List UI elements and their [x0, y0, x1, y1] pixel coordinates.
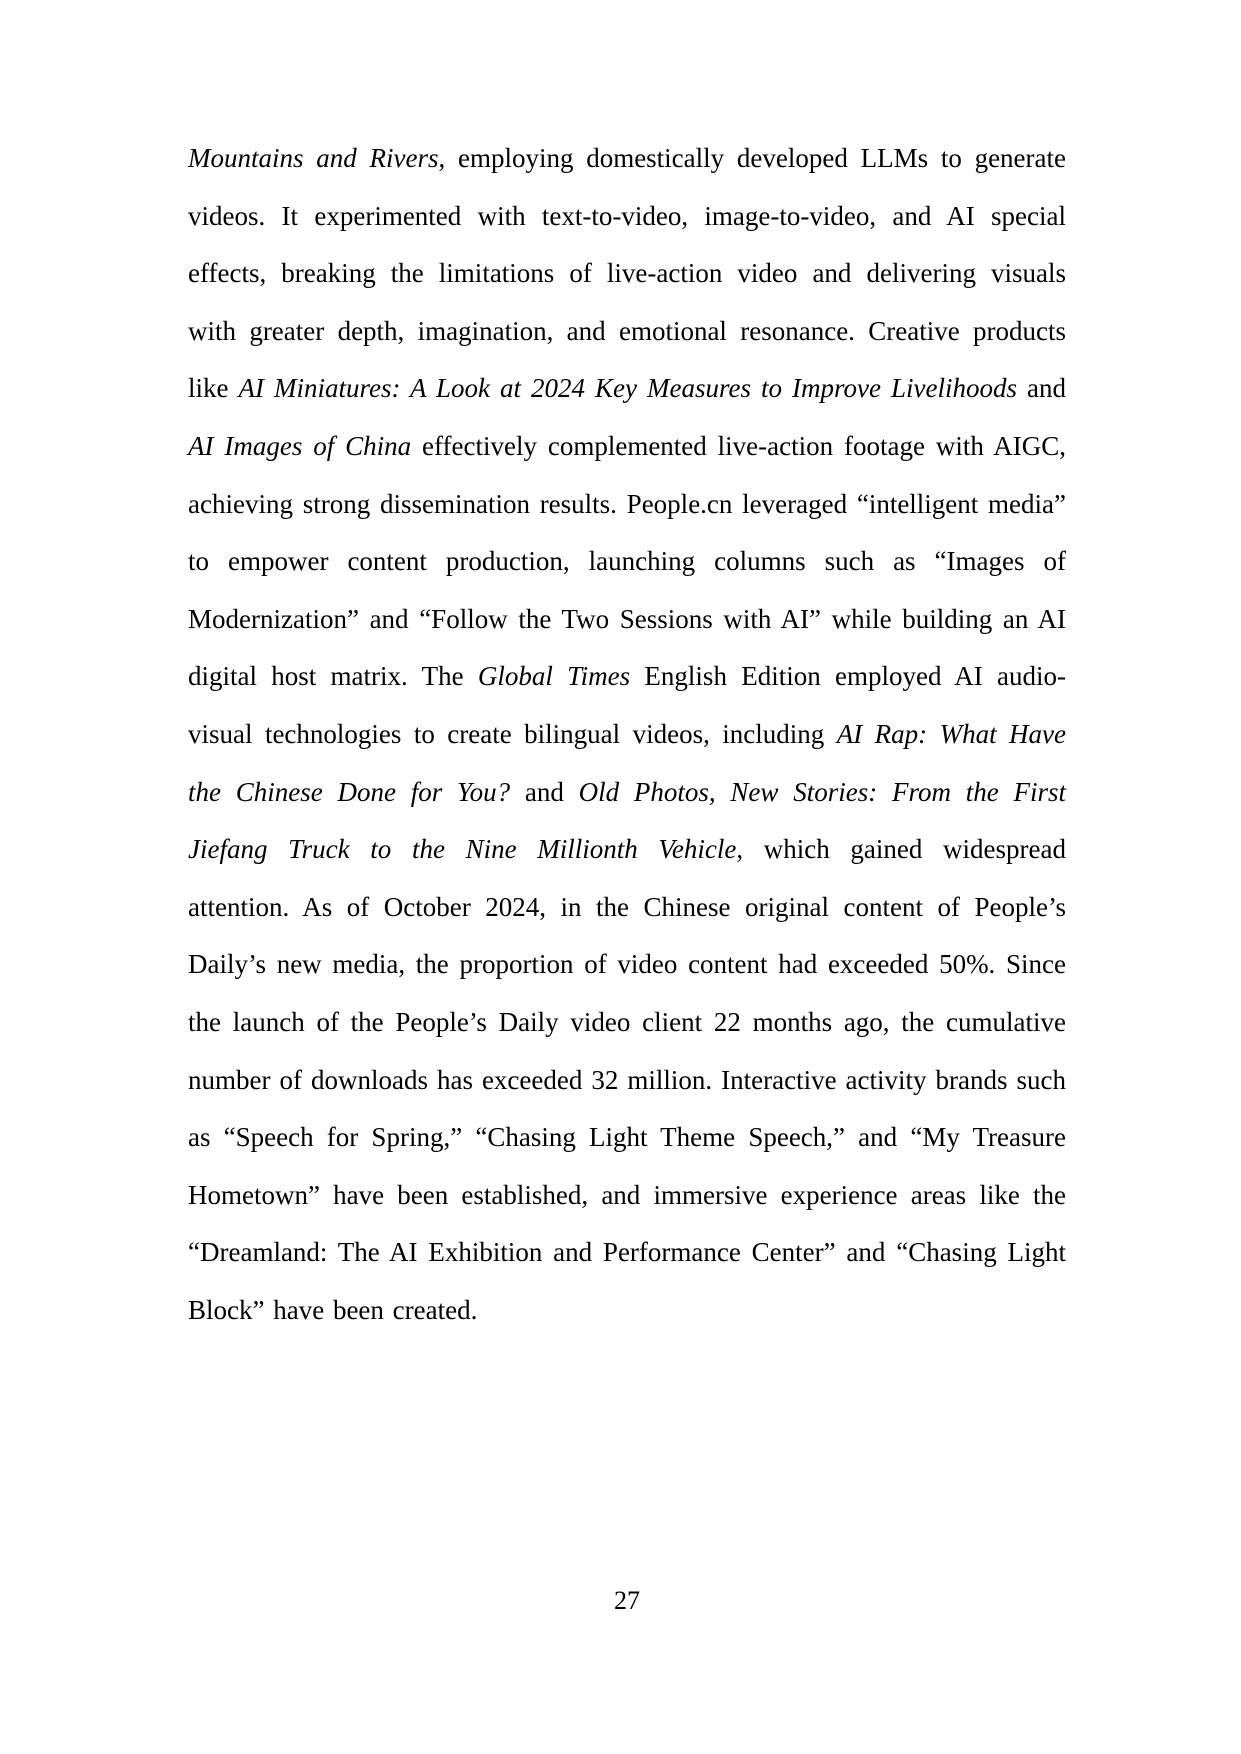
text-run: Global Times — [477, 661, 631, 692]
page-footer — [188, 1586, 1066, 1616]
text-run: and — [510, 776, 579, 807]
page-content — [188, 130, 1066, 1339]
text-run: Mountains and Rivers — [188, 143, 439, 173]
body-paragraph — [188, 130, 1066, 1339]
text-run: English Edition employed AI audio-visual technologies to create bilingual videos, including — [188, 661, 1067, 749]
text-run: effectively complemented live-action footage with AIGC, achieving strong dissemination results. People.cn leveraged “intelligent media” to empower content production, launching columns such as “Images of Modernization” and “Follow the Two Sessions with AI” while building an AI digital host matrix. The — [188, 430, 1066, 692]
text-run: AI Images of China — [188, 430, 412, 461]
text-run: AI Rap: What Have the Chinese Done for You? — [188, 718, 1066, 807]
text-run: , employing domestically developed LLMs to generate videos. It experimented with text-to-video, image-to-video, and AI special effects, breaking the limitations of live-action video and delivering visuals with greater depth, imagination, and emotional resonance. Creative products like — [188, 143, 1066, 404]
text-run: and — [1017, 373, 1066, 404]
text-run: Old Photos, New Stories: From the First Jiefang Truck to the Nine Millionth Vehicle — [188, 776, 1066, 865]
page-number: 27 — [614, 1586, 640, 1615]
text-run: AI Miniatures: A Look at 2024 Key Measures to Improve Livelihoods — [238, 373, 1017, 404]
text-run: , which gained widespread attention. As of October 2024, in the Chinese original content of People’s Daily’s new media, the proportion of video content had exceeded 50%. Since the launch of the People’s Daily video client 22 months ago, the cumulative number of downloads has exceeded 32 million. Interactive activity brands such as “Speech for Spring,” “Chasing Light Theme Speech,” and “My Treasure Hometown” have been established, and immersive experience areas like the “Dreamland: The AI Exhibition and Performance Center” and “Chasing Light Block” have been created. — [188, 834, 1067, 1325]
